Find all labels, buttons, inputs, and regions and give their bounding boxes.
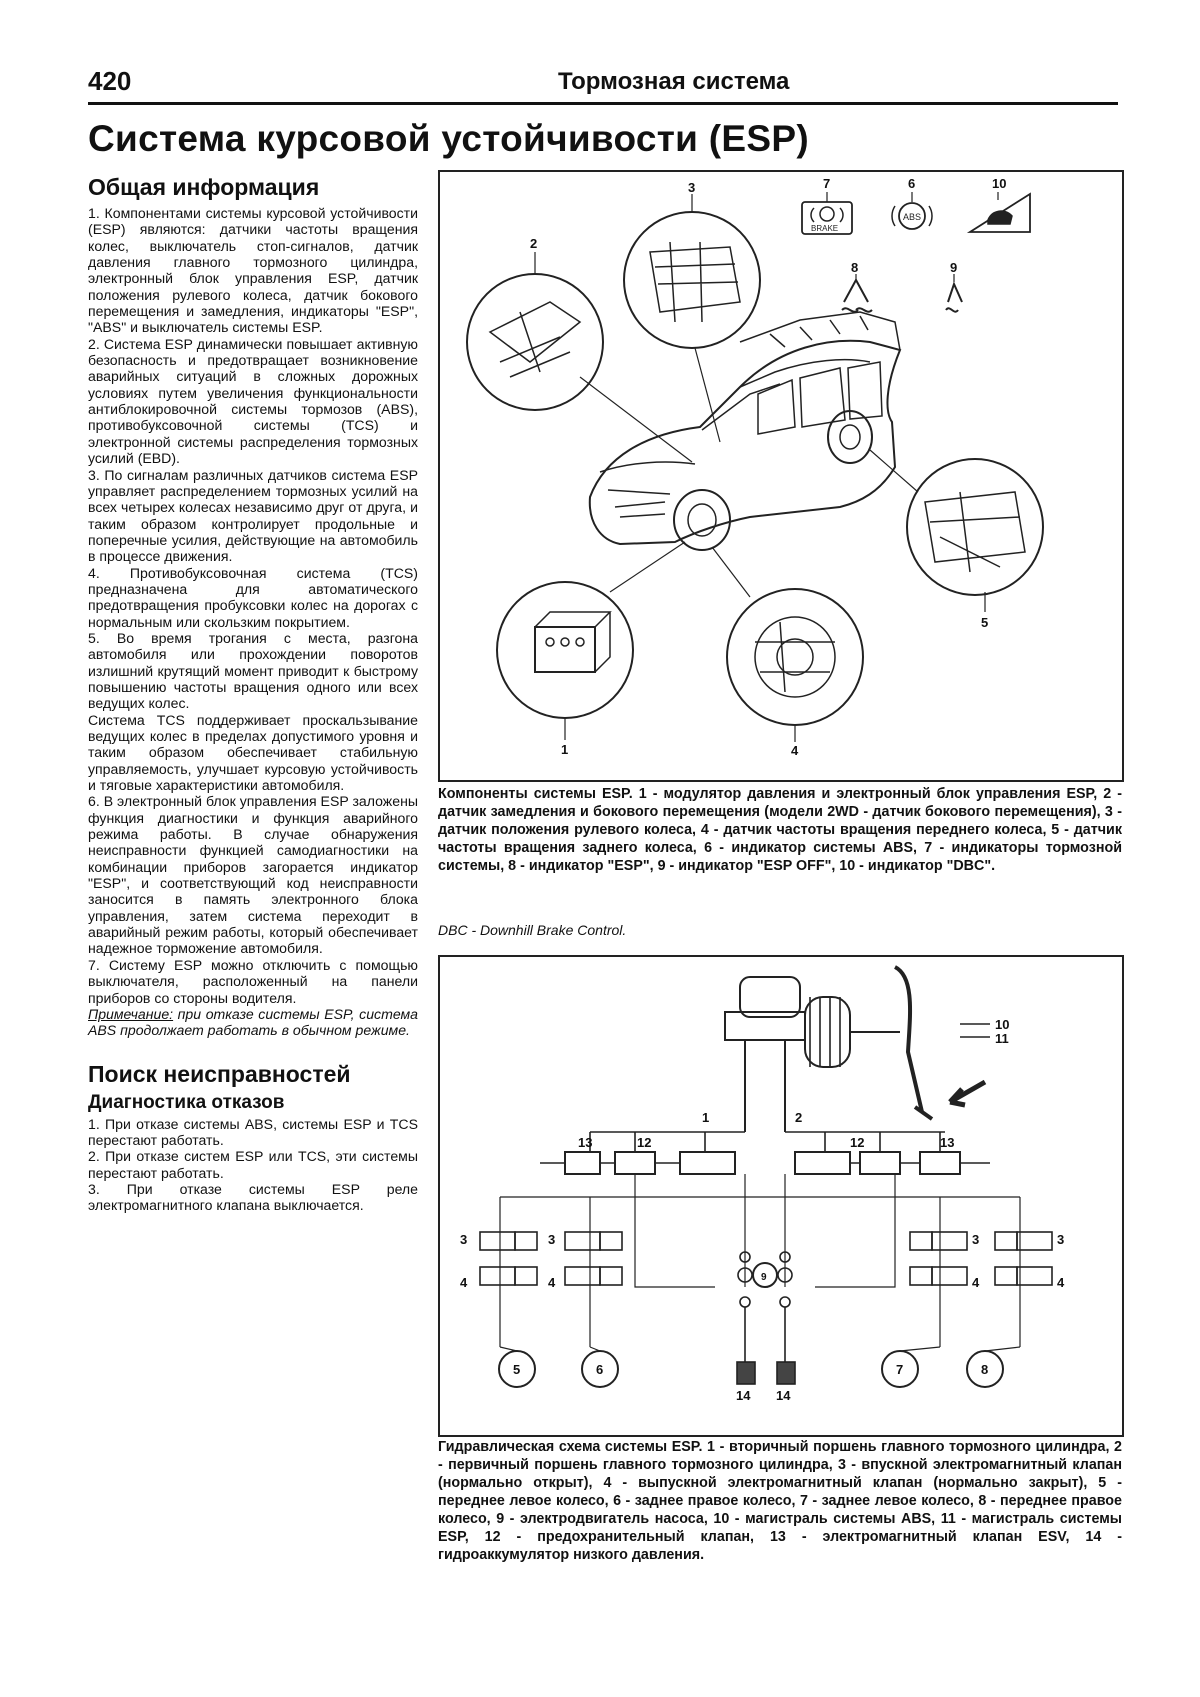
label-14a: 14 [736,1388,751,1403]
callout-modulator [497,542,685,740]
wheel-label-8: 8 [981,1362,989,1377]
hydraulic-scheme-figure [438,955,1124,1437]
paragraph: 7. Систему ESP можно отключить с помощью выключателя, расположенный на панели приборов со стороны водителя. [88,956,418,1006]
label-2: 2 [795,1110,803,1125]
paragraph: 3. По сигналам различных датчиков система ESP управляет распределением тормозных усилий на всех четырех колесах независимо друг от друга, и таким образом контролирует продольные и поперечные усилия, действующие на автомобиль в процессе движения. [88,466,418,565]
label-4d: 4 [1057,1275,1065,1290]
paragraph: 1. При отказе системы ABS, системы ESP и TCS перестают работать. [88,1115,418,1148]
note-text: при отказе системы ESP, система ABS продолжает работать в обычном режиме. [88,1005,418,1039]
label-12b: 12 [850,1135,865,1150]
callout-label-7: 7 [823,176,831,191]
paragraph: 6. В электронный блок управления ESP заложены функция диагностики и функция аварийного режима работы. В случае обнаружения неисправности функцией самодиагностики на комбинации приборов загорается индикатор "ESP", и соответствующий код неисправности заносится в память электронного блока управления, затем система переходит в аварийный режим работы, который обеспечивает надежное торможение автомобиля. [88,793,418,957]
wheel-markers [499,1347,1020,1387]
label-4b: 4 [548,1275,556,1290]
troubleshooting-heading: Поиск неисправностей [88,1060,351,1087]
label-4a: 4 [460,1275,468,1290]
label-12a: 12 [637,1135,652,1150]
callout-front-wheel-sensor [712,547,863,742]
low-pressure-accumulators [737,1307,795,1384]
label-11: 11 [995,1031,1009,1046]
label-10: 10 [995,1017,1010,1032]
paragraph: 2. При отказе систем ESP или TCS, эти системы перестают работать. [88,1148,418,1181]
esp-indicator-icon [842,280,872,312]
paragraph: 2. Система ESP динамически повышает активную безопасность и предотвращает возникновение аварийных ситуаций в сложных дорожных условиях путем увеличения функциональности антиблокировочной системы тормозов (ABS), противобуксовочной системы (TCS) и электронной системы распределения тормозных усилий (EBD). [88,335,418,467]
wheel-label-7: 7 [896,1362,904,1377]
label-14b: 14 [776,1388,791,1403]
page-number: 420 [88,66,132,96]
scheme-labels [460,1017,1065,1403]
hydraulic-scheme-diagram [440,957,1122,1435]
label-13a: 13 [578,1135,593,1150]
esp-components-illustration [440,172,1122,780]
general-info-heading: Общая информация [88,174,320,200]
label-3b: 3 [548,1232,556,1247]
abs-indicator-icon [892,203,932,229]
note [88,1006,418,1039]
figure1-note: DBC - Downhill Brake Control. [438,922,627,938]
callout-label-9: 9 [950,260,958,275]
callout-labels [530,176,1006,758]
section-title: Тормозная система [558,68,790,95]
page-header [88,64,1118,105]
paragraph: 3. При отказе системы ESP реле электромагнитного клапана выключается. [88,1180,418,1214]
wheel-label-5: 5 [513,1362,521,1377]
note-label: Примечание: [88,1005,174,1022]
diagnostics-subheading: Диагностика отказов [88,1091,285,1113]
label-4c: 4 [972,1275,980,1290]
callout-label-8: 8 [851,260,859,275]
callout-label-1: 1 [561,742,569,757]
text-column [88,174,418,1214]
page-title: Система курсовой устойчивости (ESP) [88,118,809,159]
figure2-caption: Гидравлическая схема системы ESP. 1 - вторичный поршень главного тормозного цилиндра, 2 - первичный поршень главного тормозного цилиндра, 3 - впускной электромагнитный клапан (нормально открыт), 4 - выпускной электромагнитный клапан (нормально закрыт), 5 - переднее левое колесо, 6 - заднее правое колесо, 7 - заднее левое колесо, 8 - переднее правое колесо, 9 - электродвигатель насоса, 10 - магистраль системы ABS, 11 - магистраль системы ESP, 12 - предохранительный клапан, 13 - электромагнитный клапан ESV, 14 - гидроаккумулятор низкого давления. [438,1439,1122,1563]
callout-steering-sensor [624,194,760,442]
callout-rear-wheel-sensor [870,450,1043,612]
dbc-indicator-icon [970,194,1030,232]
abs-label: ABS [903,212,922,222]
paragraph: 5. Во время трогания с места, разгона автомобиля или прохождении поворотов излишний крутящий момент приводит к быстрому повышению частоты вращения одного или всех ведущих колес. [88,629,418,712]
paragraph: 4. Противобуксовочная система (TCS) предназначена для автоматического предотвращения пробуксовки колес на дорогах с нормальным или скользким покрытием. [88,564,418,630]
callout-label-2: 2 [530,236,538,251]
esp-off-indicator-icon [946,284,962,312]
paragraph: Система TCS поддерживает проскальзывание ведущих колес в пределах допустимого уровня и таким образом обеспечивает стабильную управляемость, улучшает курсовую устойчивость и тяговые характеристики автомобиля. [88,711,418,794]
label-3d: 3 [1057,1232,1065,1247]
wheel-label-6: 6 [596,1362,604,1377]
label-3a: 3 [460,1232,468,1247]
callout-label-5: 5 [981,615,989,630]
callout-label-4: 4 [791,743,799,758]
valve-row [540,1132,990,1174]
callout-label-3: 3 [688,180,696,195]
brake-label: BRAKE [811,224,839,233]
esp-components-figure [438,170,1124,782]
car-illustration [590,312,900,550]
master-cylinder [725,967,990,1119]
label-3c: 3 [972,1232,980,1247]
callout-label-10: 10 [992,176,1007,191]
paragraph: 1. Компонентами системы курсовой устойчивости (ESP) являются: датчики частоты вращения колес, выключатель стоп-сигналов, датчик давления главного тормозного цилиндра, электронный блок управления ESP, датчик положения рулевого колеса, датчик бокового перемещения и замедления, индикаторы "ESP", "ABS" и выключатель системы ESP. [88,205,418,336]
brake-indicator-icon [802,202,852,234]
figure1-caption: Компоненты системы ESP. 1 - модулятор давления и электронный блок управления ESP, 2 - датчик замедления и бокового перемещения (модели 2WD - датчик бокового перемещения), 3 - датчик положения рулевого колеса, 4 - датчик частоты вращения переднего колеса, 5 - датчик частоты вращения заднего колеса, 6 - индикатор системы ABS, 7 - индикаторы тормозной системы, 8 - индикатор "ESP", 9 - индикатор "ESP OFF", 10 - индикатор "DBC". [438,786,1122,874]
label-13b: 13 [940,1135,955,1150]
label-9: 9 [761,1272,767,1283]
label-1: 1 [702,1110,710,1125]
callout-label-6: 6 [908,176,916,191]
